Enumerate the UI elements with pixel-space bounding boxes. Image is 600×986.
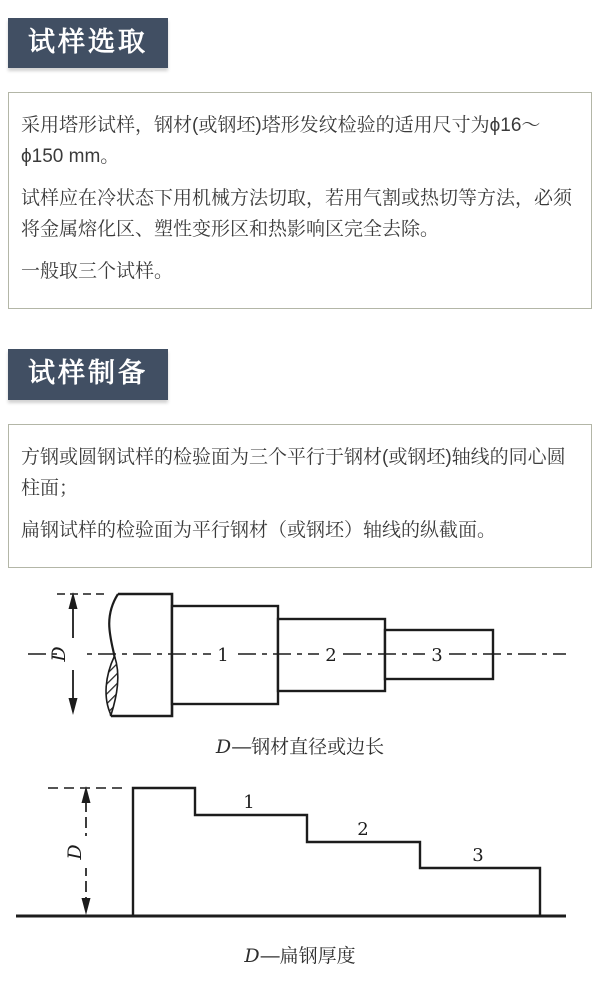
section-header-specimen-selection: 试样选取 xyxy=(8,18,168,68)
paragraph: 试样应在冷状态下用机械方法切取，若用气割或热切等方法，必须将金属熔化区、塑性变形区和热影响区完全去除。 xyxy=(21,188,573,241)
step-2-label: 2 xyxy=(357,818,369,840)
step-3-label: 3 xyxy=(431,644,443,666)
step-2-label: 2 xyxy=(325,644,337,666)
step-1-label: 1 xyxy=(217,644,229,666)
stepped-shaft-drawing xyxy=(0,582,600,730)
dimension-label: D xyxy=(48,646,70,662)
diagram-2-caption xyxy=(0,941,600,968)
step-1-label: 1 xyxy=(243,791,255,813)
text-box-specimen-selection xyxy=(8,92,592,309)
text-box-specimen-preparation xyxy=(8,424,592,568)
arrowhead-down-icon xyxy=(69,698,78,715)
paragraph: 采用塔形试样，钢材(或钢坯)塔形发纹检验的适用尺寸为ϕ16～ϕ150 mm。 xyxy=(21,115,541,168)
arrowhead-down-icon xyxy=(82,898,91,915)
bar-body-outline xyxy=(111,594,172,716)
paragraph: 方钢或圆钢试样的检验面为三个平行于钢材(或钢坯)轴线的同心圆柱面； xyxy=(21,446,566,499)
diagram-stepped-shaft xyxy=(0,582,600,759)
stepped-plate-drawing xyxy=(0,777,600,927)
section-header-specimen-preparation: 试样制备 xyxy=(8,349,168,399)
caption-text: —钢材直径或边长 xyxy=(232,736,385,758)
diagram-1-caption xyxy=(0,732,600,759)
paragraph: 一般取三个试样。 xyxy=(21,261,174,283)
caption-text: —扁钢厚度 xyxy=(260,945,356,967)
caption-dimension-symbol: D xyxy=(244,944,260,967)
step-3-label: 3 xyxy=(472,844,484,866)
caption-dimension-symbol: D xyxy=(215,735,232,758)
diagram-stepped-plate xyxy=(0,777,600,968)
dimension-label: D xyxy=(64,844,86,860)
paragraph: 扁钢试样的检验面为平行钢材（或钢坯）轴线的纵截面。 xyxy=(21,519,497,541)
